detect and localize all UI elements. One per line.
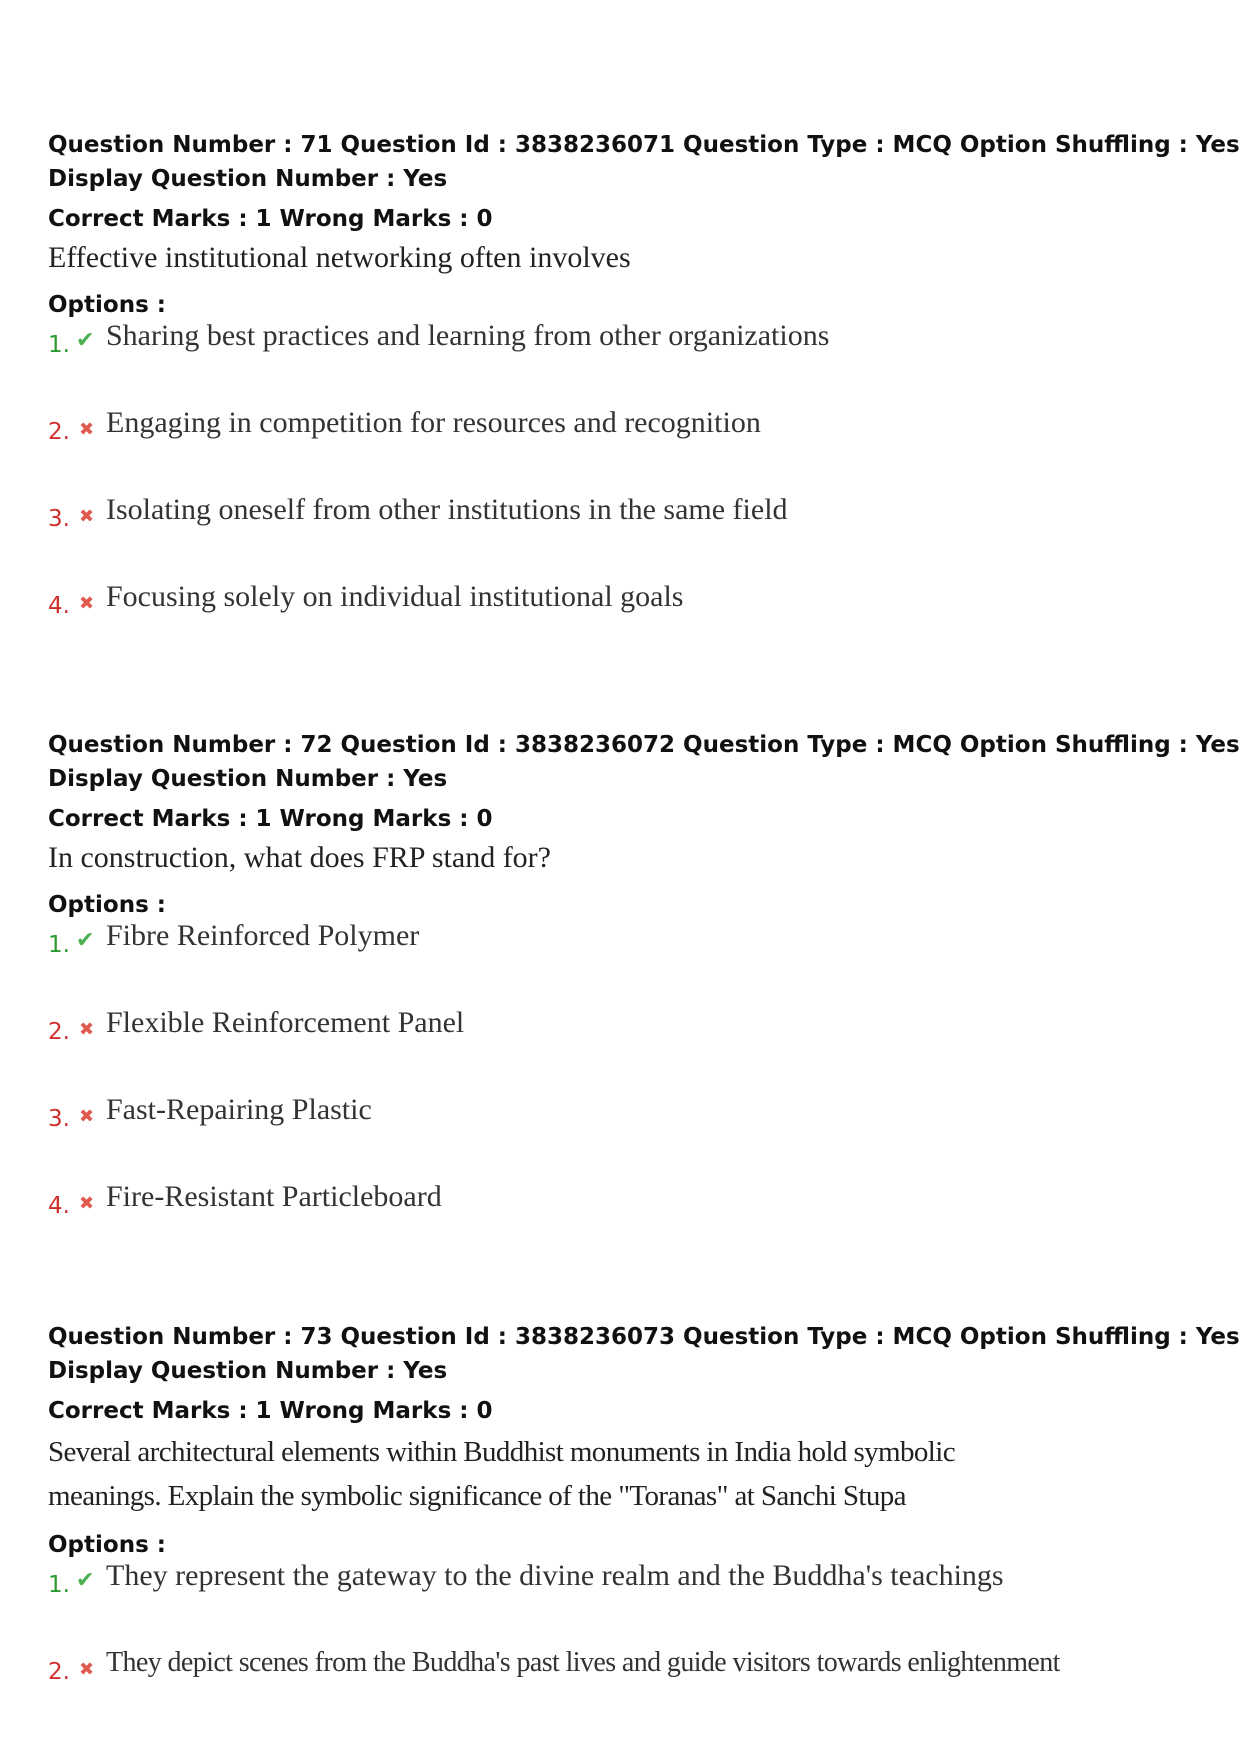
option-number: 1.: [48, 932, 70, 958]
cross-icon: ✖: [79, 1019, 95, 1040]
option-text: Flexible Reinforcement Panel: [106, 1006, 465, 1039]
option-text: Engaging in competition for resources and recognition: [106, 406, 761, 439]
question-meta: Question Number : 73 Question Id : 3838236073 Question Type : MCQ Option Shuffling : Yes: [48, 1324, 1240, 1350]
options-label: Options :: [48, 1532, 166, 1558]
cross-icon: ✖: [79, 419, 95, 440]
option-number: 1.: [48, 332, 70, 358]
option-text: Fast-Repairing Plastic: [106, 1093, 372, 1126]
option-text: Isolating oneself from other institutions in the same field: [106, 493, 788, 526]
option-3: [48, 1093, 1208, 1183]
marks-info: Correct Marks : 1 Wrong Marks : 0: [48, 806, 493, 832]
option-4: [48, 1180, 1208, 1270]
option-text: Fire-Resistant Particleboard: [106, 1180, 442, 1213]
option-number: 4.: [48, 1193, 70, 1219]
option-number: 2.: [48, 419, 70, 445]
marks-info: Correct Marks : 1 Wrong Marks : 0: [48, 206, 493, 232]
option-number: 4.: [48, 593, 70, 619]
question-block-72: [48, 728, 1240, 1270]
display-question-number: Display Question Number : Yes: [48, 766, 448, 792]
question-text-line-1: Several architectural elements within Buddhist monuments in India hold symbolic: [48, 1436, 955, 1468]
display-question-number: Display Question Number : Yes: [48, 1358, 448, 1384]
option-2: [48, 1649, 1208, 1736]
option-text: Fibre Reinforced Polymer: [106, 919, 420, 952]
option-1: [48, 1559, 1208, 1649]
check-icon: ✔: [76, 928, 95, 953]
option-number: 2.: [48, 1659, 70, 1685]
cross-icon: ✖: [79, 506, 95, 527]
option-number: 3.: [48, 1106, 70, 1132]
option-3: [48, 493, 1208, 583]
option-text: Focusing solely on individual institutional goals: [106, 580, 684, 613]
question-text: In construction, what does FRP stand for?: [48, 841, 551, 874]
display-question-number: Display Question Number : Yes: [48, 166, 448, 192]
option-number: 2.: [48, 1019, 70, 1045]
question-block-71: [48, 128, 1240, 670]
marks-info: Correct Marks : 1 Wrong Marks : 0: [48, 1398, 493, 1424]
options-label: Options :: [48, 292, 166, 318]
question-block-73: [48, 1320, 1240, 1736]
cross-icon: ✖: [79, 593, 95, 614]
option-1: [48, 919, 1208, 1009]
option-4: [48, 580, 1208, 670]
question-text: Effective institutional networking often involves: [48, 241, 631, 274]
option-number: 1.: [48, 1572, 70, 1598]
options-label: Options :: [48, 892, 166, 918]
option-number: 3.: [48, 506, 70, 532]
option-2: [48, 1006, 1208, 1096]
cross-icon: ✖: [79, 1659, 95, 1680]
option-text: They represent the gateway to the divine realm and the Buddha's teachings: [106, 1559, 1004, 1592]
cross-icon: ✖: [79, 1106, 95, 1127]
option-text: Sharing best practices and learning from other organizations: [106, 319, 830, 352]
option-text: They depict scenes from the Buddha's past lives and guide visitors towards enlightenment: [106, 1647, 1060, 1678]
question-meta: Question Number : 71 Question Id : 3838236071 Question Type : MCQ Option Shuffling : Yes: [48, 132, 1240, 158]
option-1: [48, 319, 1208, 409]
cross-icon: ✖: [79, 1193, 95, 1214]
check-icon: ✔: [76, 1568, 95, 1593]
question-meta: Question Number : 72 Question Id : 3838236072 Question Type : MCQ Option Shuffling : Yes: [48, 732, 1240, 758]
question-text-line-2: meanings. Explain the symbolic significance of the "Toranas" at Sanchi Stupa: [48, 1480, 906, 1512]
option-2: [48, 406, 1208, 496]
check-icon: ✔: [76, 328, 95, 353]
